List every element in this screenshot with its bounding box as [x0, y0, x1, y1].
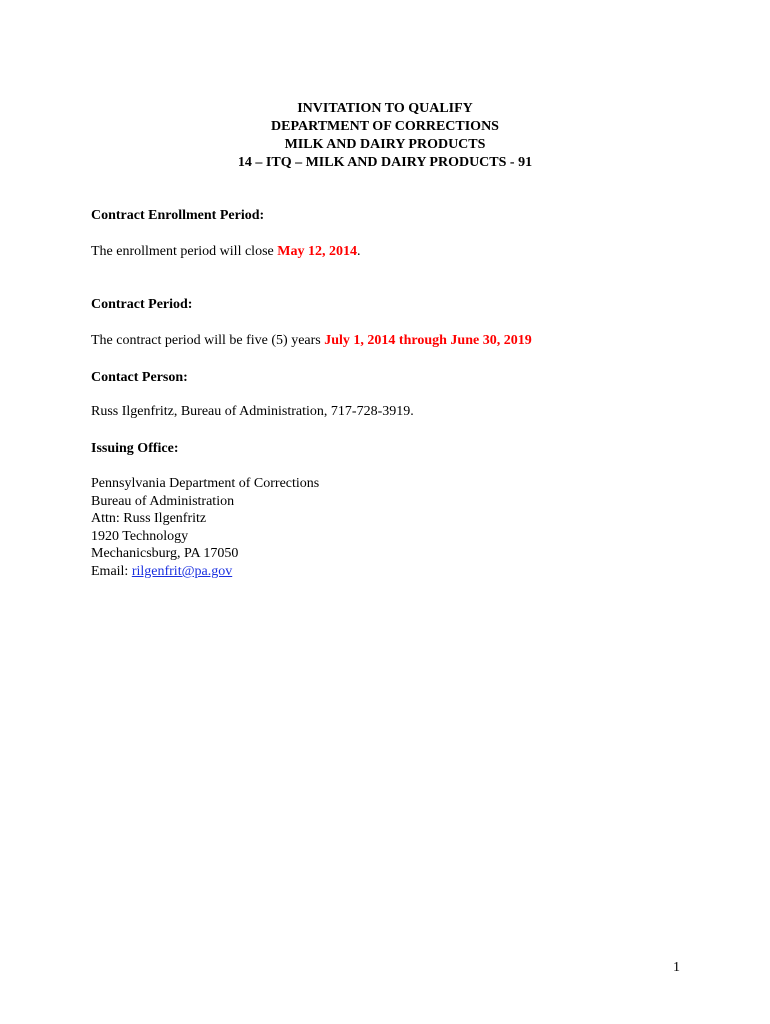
address-line-email: [91, 563, 691, 581]
address-line-attn: Attn: Russ Ilgenfritz: [91, 511, 207, 527]
enrollment-text: [91, 243, 691, 261]
address-line-city: Mechanicsburg, PA 17050: [91, 546, 239, 562]
contract-period-sentence: The contract period will be five (5) years: [91, 333, 325, 348]
email-label: Email:: [91, 563, 132, 579]
contact-text: Russ Ilgenfritz, Bureau of Administration, 717-728-3919.: [91, 404, 414, 419]
contact-heading: Contact Person:: [91, 370, 188, 385]
header-reference: 14 – ITQ – MILK AND DAIRY PRODUCTS - 91: [237, 155, 533, 170]
header-department: DEPARTMENT OF CORRECTIONS: [271, 119, 499, 134]
enrollment-period-end: .: [356, 244, 361, 259]
header-title: INVITATION TO QUALIFY: [297, 101, 473, 116]
header-subject: MILK AND DAIRY PRODUCTS: [284, 137, 486, 152]
enrollment-close-date: May 12, 2014: [277, 244, 357, 259]
document-header: [0, 100, 770, 172]
enrollment-sentence: The enrollment period will close: [91, 244, 278, 259]
enrollment-heading: Contract Enrollment Period:: [91, 208, 265, 223]
page-number: 1: [673, 960, 680, 975]
address-line-bureau: Bureau of Administration: [91, 493, 235, 509]
address-line-organization: Pennsylvania Department of Corrections: [91, 476, 320, 491]
issuing-office-address: [91, 475, 691, 581]
contract-period-text: [91, 332, 691, 350]
contract-period-dates: July 1, 2014 through June 30, 2019: [324, 333, 532, 348]
contract-period-heading: Contract Period:: [91, 297, 193, 312]
address-line-street: 1920 Technology: [91, 528, 189, 544]
issuing-office-heading: Issuing Office:: [91, 441, 179, 456]
email-link[interactable]: rilgenfrit@pa.gov: [131, 563, 233, 579]
